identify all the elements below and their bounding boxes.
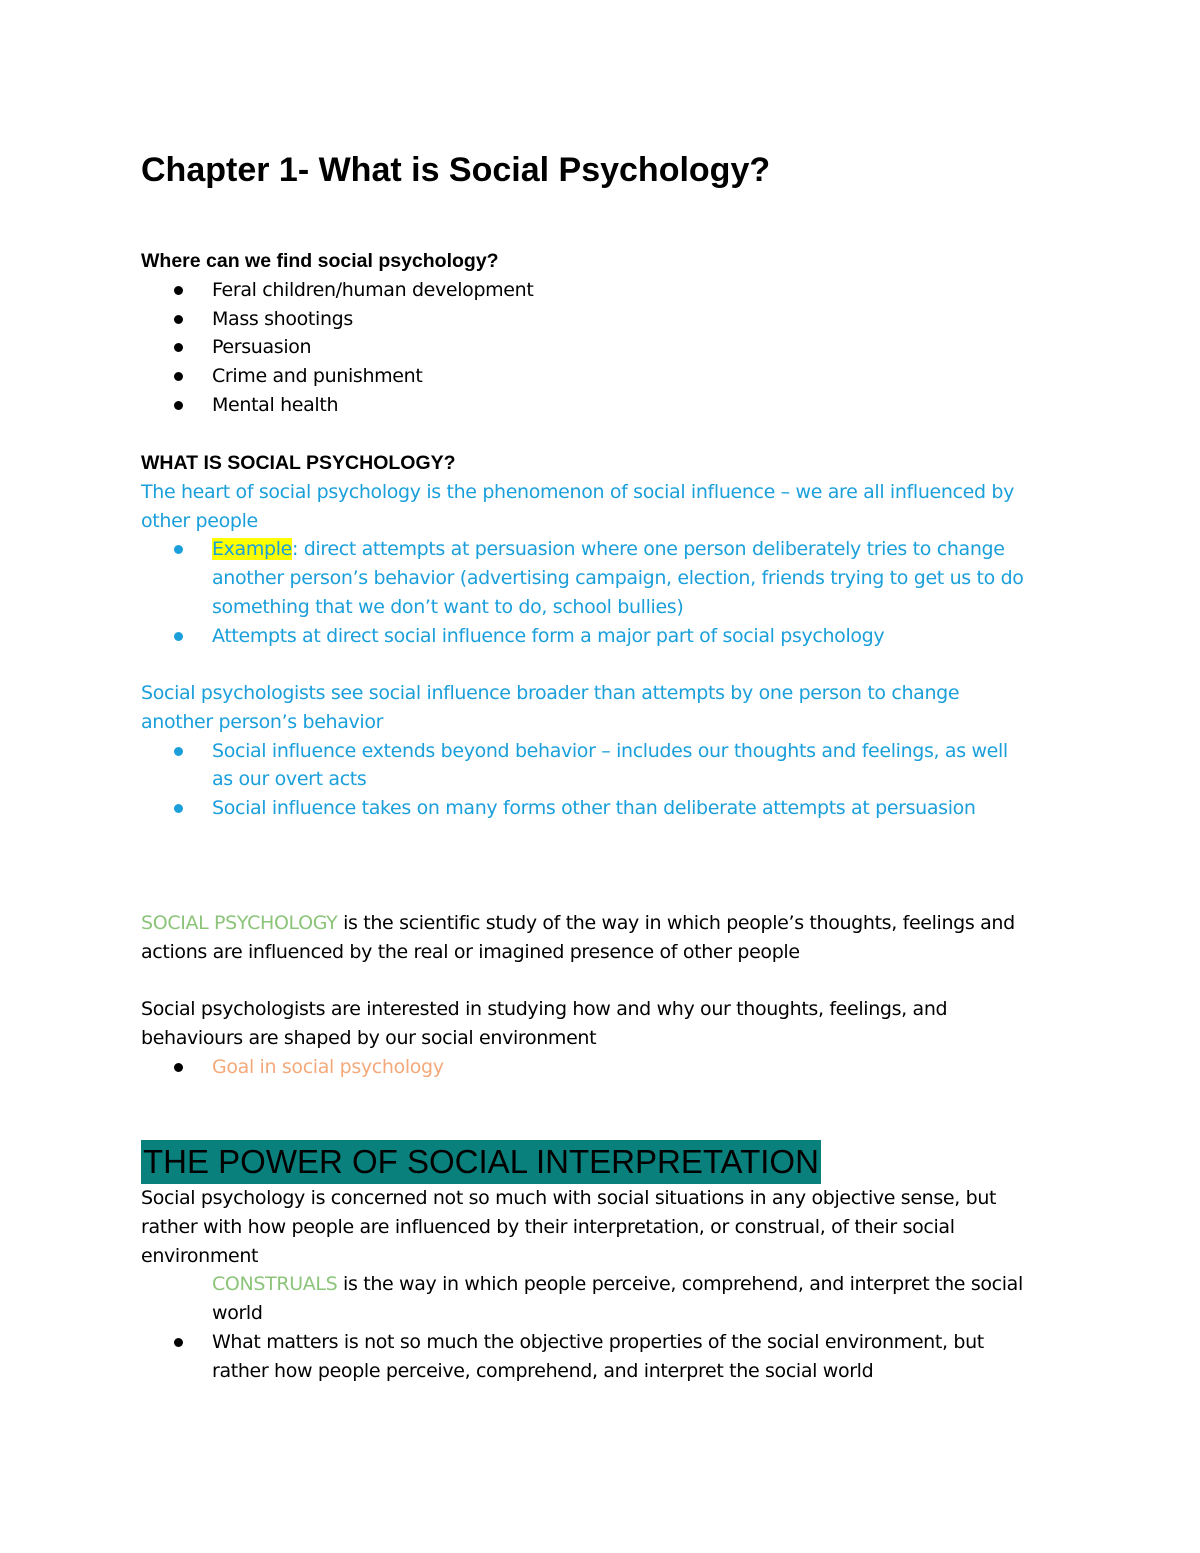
bullet-icon bbox=[174, 343, 183, 352]
bullet-icon bbox=[174, 747, 183, 756]
what-heading: WHAT IS SOCIAL PSYCHOLOGY? bbox=[141, 452, 456, 474]
definition-paragraph: SOCIAL PSYCHOLOGY is the scientific study of the way in which people’s thoughts, feelings and actions are influenced by the real or imagined presence of other people bbox=[141, 912, 1015, 963]
bullet-icon bbox=[174, 401, 183, 410]
bullet-icon bbox=[174, 804, 183, 813]
broader-section bbox=[141, 679, 1061, 823]
broader-list bbox=[141, 737, 1061, 823]
what-section bbox=[141, 449, 1061, 651]
bullet-icon bbox=[174, 1063, 183, 1072]
goal-list bbox=[141, 1053, 1061, 1082]
where-heading: Where can we find social psychology? bbox=[141, 250, 499, 272]
power-heading: THE POWER OF SOCIAL INTERPRETATION bbox=[141, 1140, 821, 1184]
construals-term: CONSTRUALS bbox=[212, 1273, 338, 1296]
broader-paragraph: Social psychologists see social influence broader than attempts by one person to change another person’s behavior bbox=[141, 682, 960, 733]
bullet-icon bbox=[174, 545, 183, 554]
bullet-icon bbox=[174, 286, 183, 295]
bullet-icon bbox=[174, 372, 183, 381]
list-item: Crime and punishment bbox=[141, 362, 1061, 391]
list-item: Social influence extends beyond behavior – includes our thoughts and feelings, as well as our overt acts bbox=[141, 737, 1061, 795]
list-item: Mental health bbox=[141, 391, 1061, 420]
social-psychology-term: SOCIAL PSYCHOLOGY bbox=[141, 912, 338, 934]
bullet-icon bbox=[174, 1338, 183, 1347]
bullet-icon bbox=[174, 315, 183, 324]
heart-paragraph: The heart of social psychology is the phenomenon of social influence – we are all influenced by other people bbox=[141, 480, 1014, 532]
bullet-icon bbox=[174, 632, 183, 641]
list-item: Mass shootings bbox=[141, 305, 1061, 334]
power-list bbox=[141, 1328, 1061, 1386]
construals-definition: CONSTRUALS is the way in which people perceive, comprehend, and interpret the social world bbox=[212, 1273, 1023, 1325]
list-item: Social influence takes on many forms other than deliberate attempts at persuasion bbox=[141, 794, 1061, 823]
list-item: Attempts at direct social influence form a major part of social psychology bbox=[141, 622, 1061, 651]
where-list bbox=[141, 276, 1061, 420]
list-item: Persuasion bbox=[141, 333, 1061, 362]
example-highlight: Example bbox=[212, 538, 292, 561]
list-item: Goal in social psychology bbox=[141, 1053, 1061, 1082]
list-item: Feral children/human development bbox=[141, 276, 1061, 305]
interest-section: Social psychologists are interested in studying how and why our thoughts, feelings, and behaviours are shaped by our social environment Goal in social psychology bbox=[141, 995, 1061, 1081]
list-item: Example: direct attempts at persuasion where one person deliberately tries to change another person’s behavior (advertising campaign, election, friends trying to get us to do something that we don’t want to do, school bullies) bbox=[141, 535, 1061, 621]
page-title: Chapter 1- What is Social Psychology? bbox=[141, 151, 771, 189]
list-item: What matters is not so much the objective properties of the social environment, but rather how people perceive, comprehend, and interpret the social world bbox=[141, 1328, 1061, 1386]
where-section bbox=[141, 247, 1061, 420]
what-list bbox=[141, 535, 1061, 650]
power-section bbox=[141, 1140, 1061, 1386]
power-paragraph: Social psychology is concerned not so much with social situations in any objective sense, but rather with how people are influenced by their interpretation, or construal, of their social environment bbox=[141, 1187, 997, 1267]
